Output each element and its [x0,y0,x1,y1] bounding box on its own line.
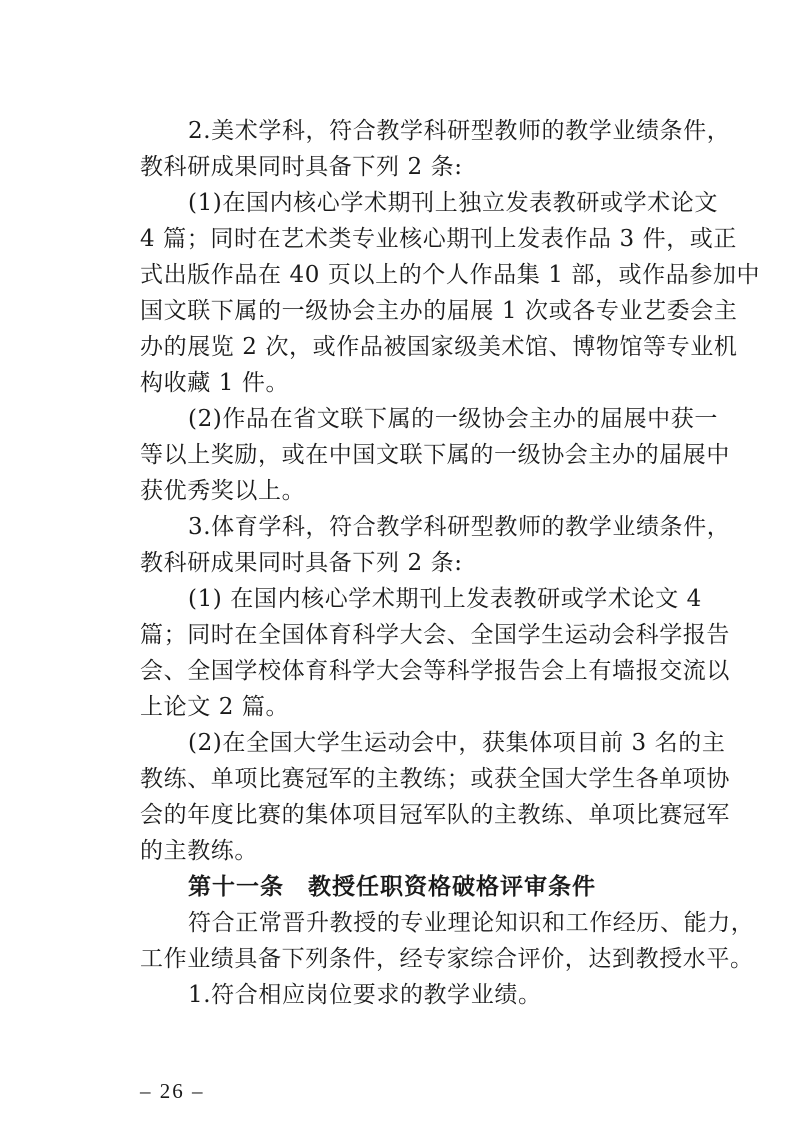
paragraph-line: (2)在全国大学生运动会中，获集体项目前 3 名的主 [188,730,726,756]
paragraph-line: 3.体育学科，符合教学科研型教师的教学业绩条件， [188,514,731,540]
paragraph-line: 上论文 2 篇。 [140,694,290,720]
paragraph-line: 构收藏 1 件。 [140,370,290,396]
paragraph-line: 教科研成果同时具备下列 2 条: [140,550,463,576]
paragraph-line: 教练、单项比赛冠军的主教练；或获全国大学生各单项协 [140,766,730,792]
paragraph-line: (1)在国内核心学术期刊上独立发表教研或学术论文 [188,190,718,216]
article-heading: 第十一条 教授任职资格破格评审条件 [188,874,596,900]
paragraph-line: 获优秀奖以上。 [140,478,306,504]
paragraph-line: 会、全国学校体育科学大会等科学报告会上有墙报交流以 [140,658,730,684]
paragraph-line: 会的年度比赛的集体项目冠军队的主教练、单项比赛冠军 [140,802,730,828]
paragraph-line: 式出版作品在 40 页以上的个人作品集 1 部，或作品参加中 [140,262,761,288]
paragraph-line: 篇；同时在全国体育科学大会、全国学生运动会科学报告 [140,622,730,648]
page-number: – 26 – [140,1079,205,1103]
paragraph-line: 1.符合相应岗位要求的教学业绩。 [188,982,542,1008]
paragraph-line: (1) 在国内核心学术期刊上发表教研或学术论文 4 [188,586,702,612]
paragraph-line: 办的展览 2 次，或作品被国家级美术馆、博物馆等专业机 [140,334,738,360]
paragraph-line: 工作业绩具备下列条件，经专家综合评价，达到教授水平。 [140,946,754,972]
paragraph-line: 2.美术学科，符合教学科研型教师的教学业绩条件， [188,118,731,144]
paragraph-line: (2)作品在省文联下属的一级协会主办的届展中获一 [188,406,718,432]
paragraph-line: 4 篇；同时在艺术类专业核心期刊上发表作品 3 件，或正 [140,226,737,252]
paragraph-line: 符合正常晋升教授的专业理论知识和工作经历、能力， [188,910,755,936]
paragraph-line: 教科研成果同时具备下列 2 条: [140,154,463,180]
paragraph-line: 等以上奖励，或在中国文联下属的一级协会主办的届展中 [140,442,730,468]
paragraph-line: 的主教练。 [140,838,258,864]
paragraph-line: 国文联下属的一级协会主办的届展 1 次或各专业艺委会主 [140,298,738,324]
